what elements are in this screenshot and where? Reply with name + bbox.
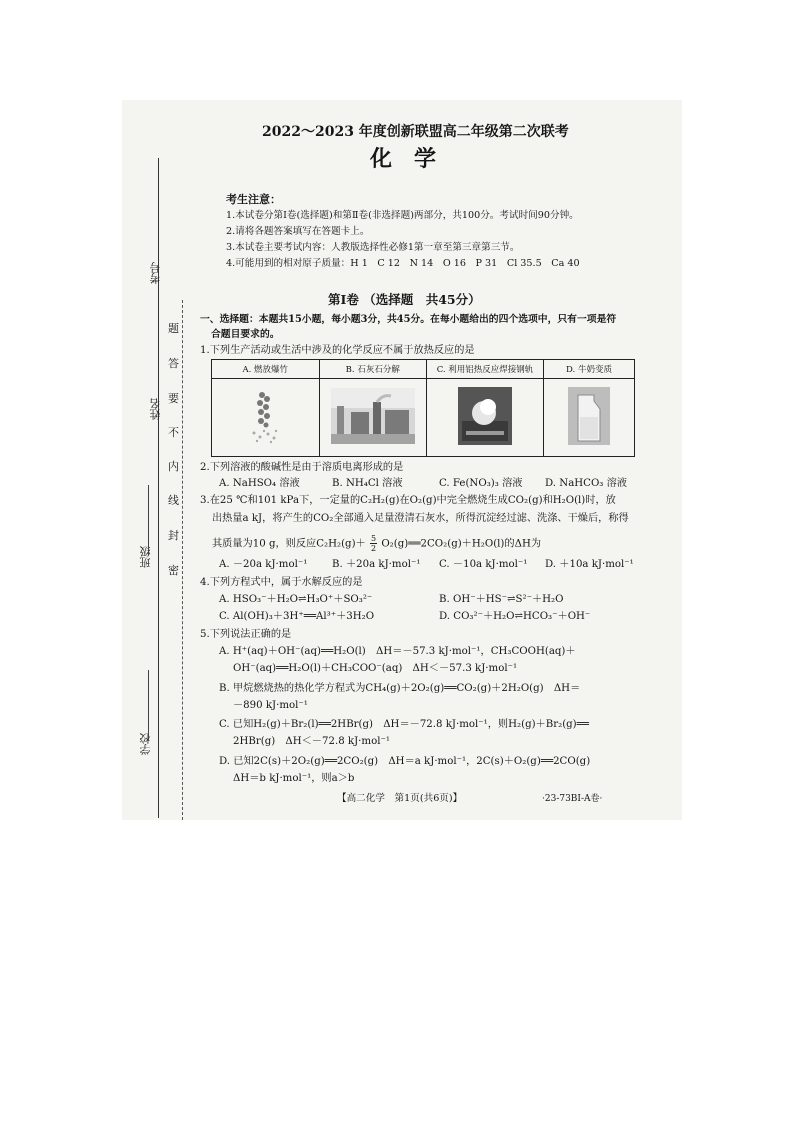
question-3-text: 其质量为10 g，则反应C₂H₂(g)＋ [212, 538, 366, 550]
question-5-line: 2HBr(g) ΔH＜－72.8 kJ·mol⁻¹ [233, 736, 390, 747]
notice-item: 1.本试卷分第Ⅰ卷(选择题)和第Ⅱ卷(非选择题)两部分，共100分。考试时间90分钟。 [226, 210, 579, 221]
seal-char: 线 [168, 494, 179, 507]
option-c-image [427, 379, 544, 457]
question-3-stem: 出热量a kJ，将产生的CO₂全部通入足量澄清石灰水，所得沉淀经过滤、洗涤、干燥后，称得 [212, 513, 629, 524]
question-4-option-d: D. CO₃²⁻＋H₂O⇌HCO₃⁻＋OH⁻ [439, 611, 591, 622]
page-footer: 【高二化学 第1页(共6页)】 [337, 793, 463, 804]
option-b-label: B. 石灰石分解 [319, 360, 427, 379]
fraction [370, 534, 377, 553]
question-1-stem: 1.下列生产活动或生活中涉及的化学反应不属于放热反应的是 [200, 345, 475, 356]
seal-char: 答 [168, 357, 179, 370]
question-4-stem: 4.下列方程式中，属于水解反应的是 [200, 577, 363, 588]
question-1-options-table [211, 359, 635, 457]
question-5-line: －890 kJ·mol⁻¹ [233, 700, 308, 711]
question-5-stem: 5.下列说法正确的是 [200, 629, 292, 640]
question-5-line: OH⁻(aq)══H₂O(l)＋CH₃COO⁻(aq) ΔH＜－57.3 kJ·mol⁻¹ [233, 663, 518, 674]
question-2-option-b: B. NH₄Cl 溶液 [332, 478, 403, 489]
seal-char: 内 [168, 460, 179, 473]
question-5-line: B. 甲烷燃烧热的热化学方程式为CH₄(g)＋2O₂(g)══CO₂(g)＋2H₂O(g) ΔH＝ [219, 683, 581, 694]
question-4-option-b: B. OH⁻＋HS⁻⇌S²⁻＋H₂O [439, 594, 564, 605]
name-label: 姓名 [149, 398, 162, 420]
seal-char: 封 [168, 529, 179, 542]
notice-heading: 考生注意： [226, 193, 281, 206]
fraction-numerator: 5 [370, 534, 377, 543]
question-3-option-a: A. －20a kJ·mol⁻¹ [219, 559, 308, 570]
option-d-label: D. 牛奶变质 [544, 360, 635, 379]
class-underline [148, 485, 149, 555]
exam-title: 2022～2023 年度创新联盟高二年级第二次联考 [262, 124, 569, 140]
question-5-line: D. 已知2C(s)＋2O₂(g)══2CO₂(g) ΔH＝a kJ·mol⁻¹，2C(s)＋O₂(g)══2CO(g) [219, 756, 591, 767]
school-underline [148, 670, 149, 740]
part1-instructions: 合题目要求的。 [211, 329, 280, 340]
notice-item: 3.本试卷主要考试内容：人教版选择性必修1第一章至第三章第三节。 [226, 242, 520, 253]
question-4-option-c: C. Al(OH)₃＋3H⁺══Al³⁺＋3H₂O [219, 611, 375, 622]
option-b-image [319, 379, 427, 457]
school-label: 学校 [139, 733, 152, 755]
question-3-option-b: B. ＋20a kJ·mol⁻¹ [332, 559, 421, 570]
fraction-denominator: 2 [370, 544, 377, 553]
option-c-label: C. 利用铝热反应焊接钢轨 [427, 360, 544, 379]
exam-sheet [122, 100, 682, 820]
notice-item: 2.请将各题答案填写在答题卡上。 [226, 226, 370, 237]
option-a-label: A. 燃放爆竹 [212, 360, 320, 379]
option-a-image [212, 379, 320, 457]
question-5-line: A. H⁺(aq)＋OH⁻(aq)══H₂O(l) ΔH＝－57.3 kJ·mol⁻¹，CH₃COOH(aq)＋ [219, 646, 576, 657]
notice-item: 4.可能用到的相对原子质量：H 1 C 12 N 14 O 16 P 31 Cl 35.5 Ca 40 [226, 258, 580, 269]
question-3-text: O₂(g)══2CO₂(g)＋H₂O(l)的ΔH为 [381, 538, 542, 550]
question-3-option-d: D. ＋10a kJ·mol⁻¹ [545, 559, 634, 570]
exam-id-label: 考号 [149, 262, 162, 284]
question-2-stem: 2.下列溶液的酸碱性是由于溶质电离形成的是 [200, 462, 404, 473]
class-label: 班级 [139, 546, 152, 568]
question-5-line: C. 已知H₂(g)＋Br₂(l)══2HBr(g) ΔH＝－72.8 kJ·mol⁻¹，则H₂(g)＋Br₂(g)══ [219, 719, 589, 730]
question-5-line: ΔH＝b kJ·mol⁻¹，则a＞b [233, 773, 355, 784]
part1-instructions: 一、选择题：本题共15小题，每小题3分，共45分。在每小题给出的四个选项中，只有一项是符 [200, 314, 617, 325]
binding-line [158, 158, 159, 818]
question-3-stem: 3.在25 ℃和101 kPa下，一定量的C₂H₂(g)在O₂(g)中完全燃烧生成CO₂(g)和H₂O(l)时，放 [200, 495, 616, 506]
question-3-stem [212, 534, 541, 553]
option-d-image [544, 379, 635, 457]
question-2-option-d: D. NaHCO₃ 溶液 [545, 478, 627, 489]
question-2-option-c: C. Fe(NO₃)₃ 溶液 [439, 478, 523, 489]
seal-char: 要 [168, 392, 179, 405]
question-2-option-a: A. NaHSO₄ 溶液 [219, 478, 300, 489]
seal-char: 密 [168, 564, 179, 577]
question-4-option-a: A. HSO₃⁻＋H₂O⇌H₃O⁺＋SO₃²⁻ [219, 594, 373, 605]
seal-char: 题 [168, 322, 179, 335]
paper-code: ·23-73BI-A卷· [542, 794, 603, 804]
part1-title: 第Ⅰ卷 （选择题 共45分） [328, 292, 481, 307]
question-3-option-c: C. －10a kJ·mol⁻¹ [439, 559, 528, 570]
binding-dashed-line [182, 300, 183, 820]
seal-char: 不 [168, 426, 179, 439]
subject-title: 化 学 [370, 146, 437, 172]
